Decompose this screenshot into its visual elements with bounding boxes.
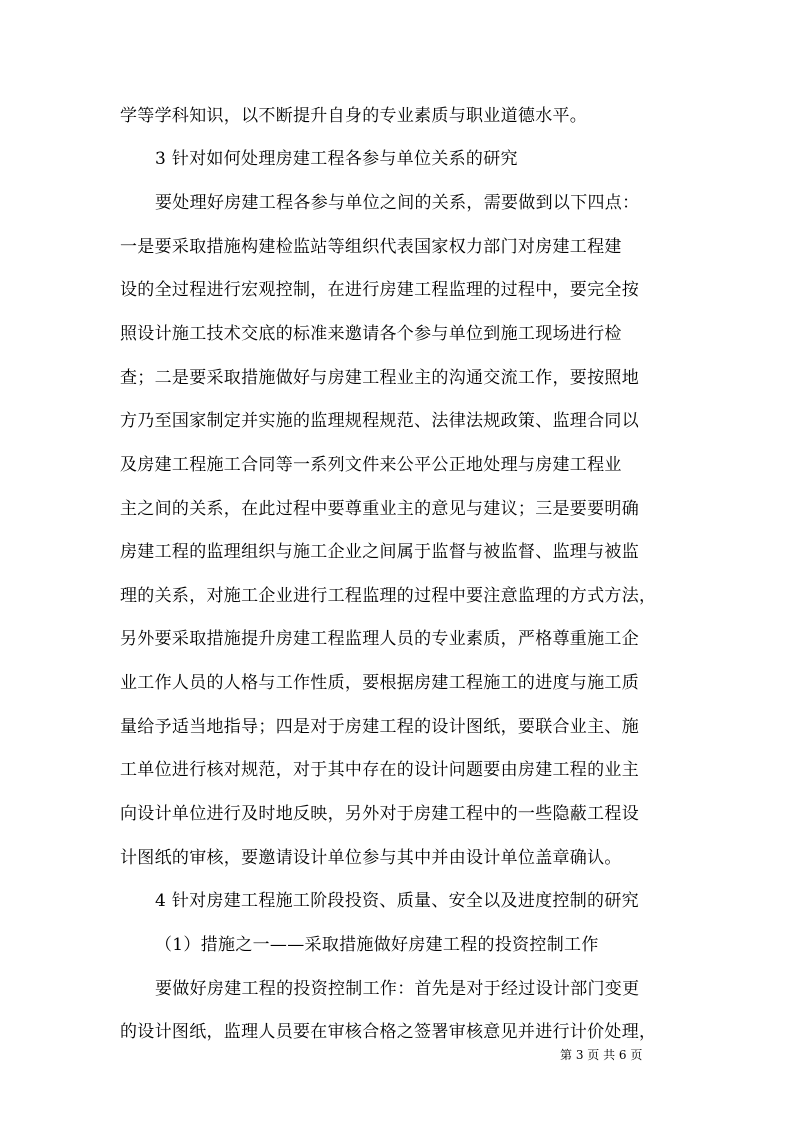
text-line-3: 要处理好房建工程各参与单位之间的关系，需要做到以下四点： <box>155 193 640 213</box>
text-line-6: 照设计施工技术交底的标准来邀请各个参与单位到施工现场进行检 <box>120 324 622 344</box>
text-line-7: 查；二是要采取措施做好与房建工程业主的沟通交流工作，要按照地 <box>120 368 639 388</box>
text-line-18: 计图纸的审核，要邀请设计单位参与其中并由设计单位盖章确认。 <box>120 848 622 868</box>
text-line-4: 一是要采取措施构建检监站等组织代表国家权力部门对房建工程建 <box>120 237 622 257</box>
text-line-1: 学等学科知识，以不断提升自身的专业素质与职业道德水平。 <box>120 106 588 126</box>
text-line-14: 业工作人员的人格与工作性质，要根据房建工程施工的进度与施工质 <box>120 673 639 693</box>
text-line-13: 另外要采取措施提升房建工程监理人员的专业素质，严格尊重施工企 <box>120 629 639 649</box>
section-3-heading: 3 针对如何处理房建工程各参与单位关系的研究 <box>155 149 518 169</box>
section-4-heading: 4 针对房建工程施工阶段投资、质量、安全以及进度控制的研究 <box>155 891 639 911</box>
text-line-21: 要做好房建工程的投资控制工作：首先是对于经过设计部门变更 <box>155 979 640 999</box>
subsection-1-heading: （1）措施之一——采取措施做好房建工程的投资控制工作 <box>155 935 599 955</box>
text-line-10: 主之间的关系，在此过程中要尊重业主的意见与建议；三是要要明确 <box>120 499 639 519</box>
page-number-footer: 第 3 页 共 6 页 <box>560 1048 643 1062</box>
text-line-16: 工单位进行核对规范，对于其中存在的设计问题要由房建工程的业主 <box>120 760 639 780</box>
text-line-12: 理的关系，对施工企业进行工程监理的过程中要注意监理的方式方法， <box>120 586 657 606</box>
text-line-17: 向设计单位进行及时地反映，另外对于房建工程中的一些隐蔽工程设 <box>120 804 639 824</box>
text-line-11: 房建工程的监理组织与施工企业之间属于监督与被监督、监理与被监 <box>120 542 639 562</box>
text-line-15: 量给予适当地指导；四是对于房建工程的设计图纸，要联合业主、施 <box>120 717 639 737</box>
text-line-5: 设的全过程进行宏观控制，在进行房建工程监理的过程中，要完全按 <box>120 280 639 300</box>
text-line-9: 及房建工程施工合同等一系列文件来公平公正地处理与房建工程业 <box>120 455 622 475</box>
text-line-22: 的设计图纸，监理人员要在审核合格之签署审核意见并进行计价处理， <box>120 1022 657 1042</box>
text-line-8: 方乃至国家制定并实施的监理规程规范、法律法规政策、监理合同以 <box>120 411 639 431</box>
